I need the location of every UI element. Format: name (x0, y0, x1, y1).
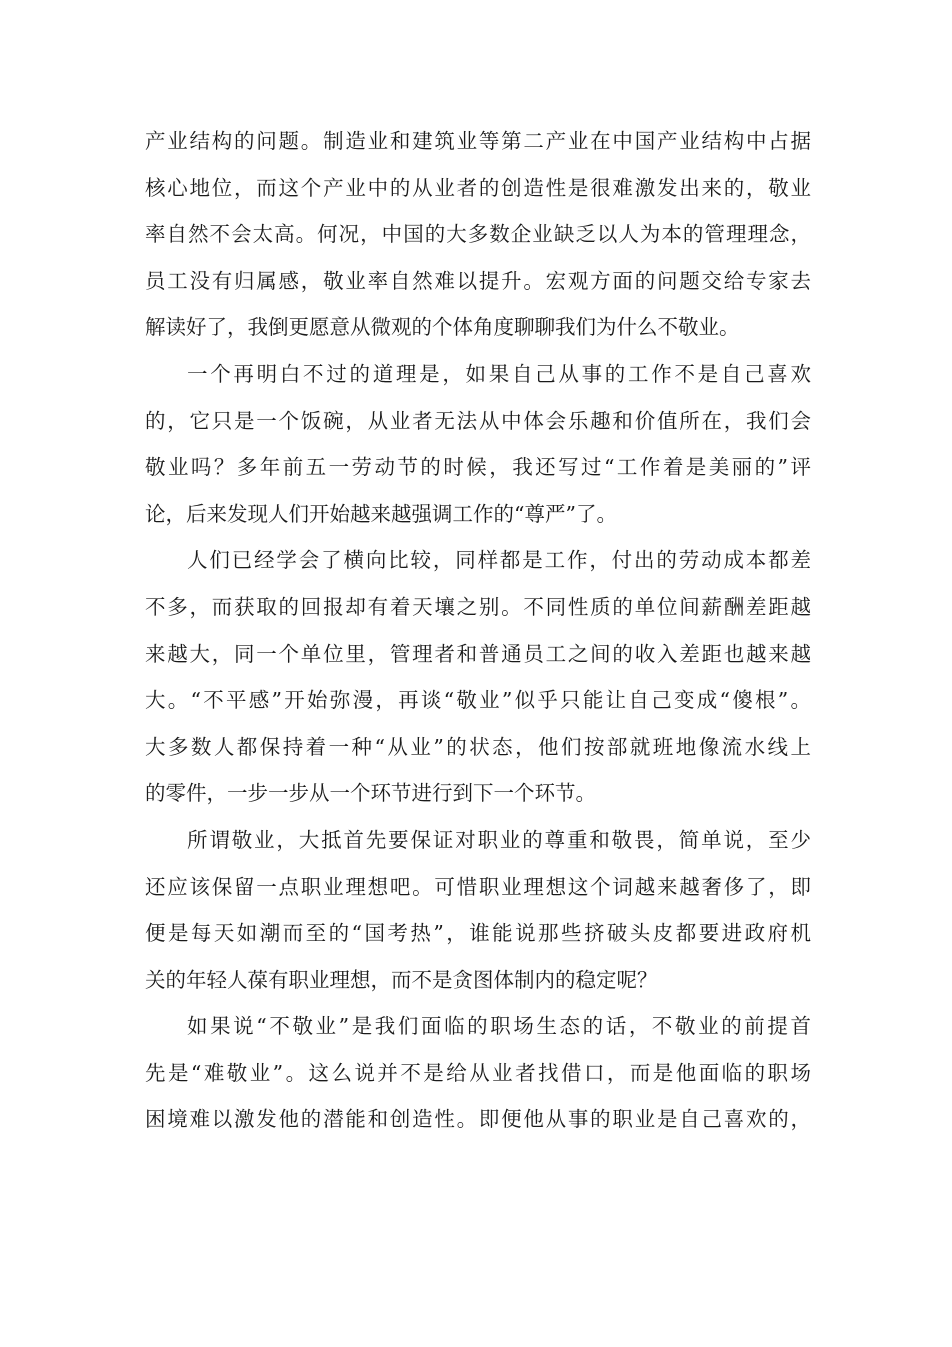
text-line: 困境难以激发他的潜能和创造性。即便他从事的职业是自己喜欢的， (145, 1107, 811, 1132)
text-line: 先是“难敬业”。这么说并不是给从业者找借口，而是他面临的职场 (145, 1060, 811, 1085)
text-line: 论，后来发现人们开始越来越强调工作的“尊严”了。 (145, 501, 617, 526)
text-line: 员工没有归属感，敬业率自然难以提升。宏观方面的问题交给专家去 (145, 268, 811, 293)
text-line: 核心地位，而这个产业中的从业者的创造性是很难激发出来的，敬业 (145, 175, 811, 200)
text-line: 不多，而获取的回报却有着天壤之别。不同性质的单位间薪酬差距越 (145, 594, 811, 619)
text-line: 的，它只是一个饭碗，从业者无法从中体会乐趣和价值所在，我们会 (145, 408, 811, 433)
text-line: 敬业吗？多年前五一劳动节的时候，我还写过“工作着是美丽的”评 (145, 455, 811, 480)
text-line: 所谓敬业，大抵首先要保证对职业的尊重和敬畏，简单说，至少 (187, 827, 811, 852)
text-line: 产业结构的问题。制造业和建筑业等第二产业在中国产业结构中占据 (145, 129, 811, 153)
text-line: 还应该保留一点职业理想吧。可惜职业理想这个词越来越奢侈了，即 (145, 874, 811, 899)
text-line: 如果说“不敬业”是我们面临的职场生态的话，不敬业的前提首 (187, 1014, 811, 1039)
text-line: 的零件，一步一步从一个环节进行到下一个环节。 (145, 781, 596, 806)
text-line: 大多数人都保持着一种“从业”的状态，他们按部就班地像流水线上 (145, 734, 811, 759)
text-line: 便是每天如潮而至的“国考热”，谁能说那些挤破头皮都要进政府机 (145, 921, 811, 946)
text-line: 大。“不平感”开始弥漫，再谈“敬业”似乎只能让自己变成“傻根”。 (145, 688, 811, 713)
article-body (145, 118, 811, 1143)
text-line: 来越大，同一个单位里，管理者和普通员工之间的收入差距也越来越 (145, 641, 811, 666)
text-line: 人们已经学会了横向比较，同样都是工作，付出的劳动成本都差 (187, 548, 811, 573)
text-line: 解读好了，我倒更愿意从微观的个体角度聊聊我们为什么不敬业。 (145, 315, 740, 340)
text-line: 率自然不会太高。何况，中国的大多数企业缺乏以人为本的管理理念， (145, 222, 811, 247)
text-line: 关的年轻人葆有职业理想，而不是贪图体制内的稳定呢？ (145, 967, 658, 992)
text-line: 一个再明白不过的道理是，如果自己从事的工作不是自己喜欢 (187, 361, 811, 386)
